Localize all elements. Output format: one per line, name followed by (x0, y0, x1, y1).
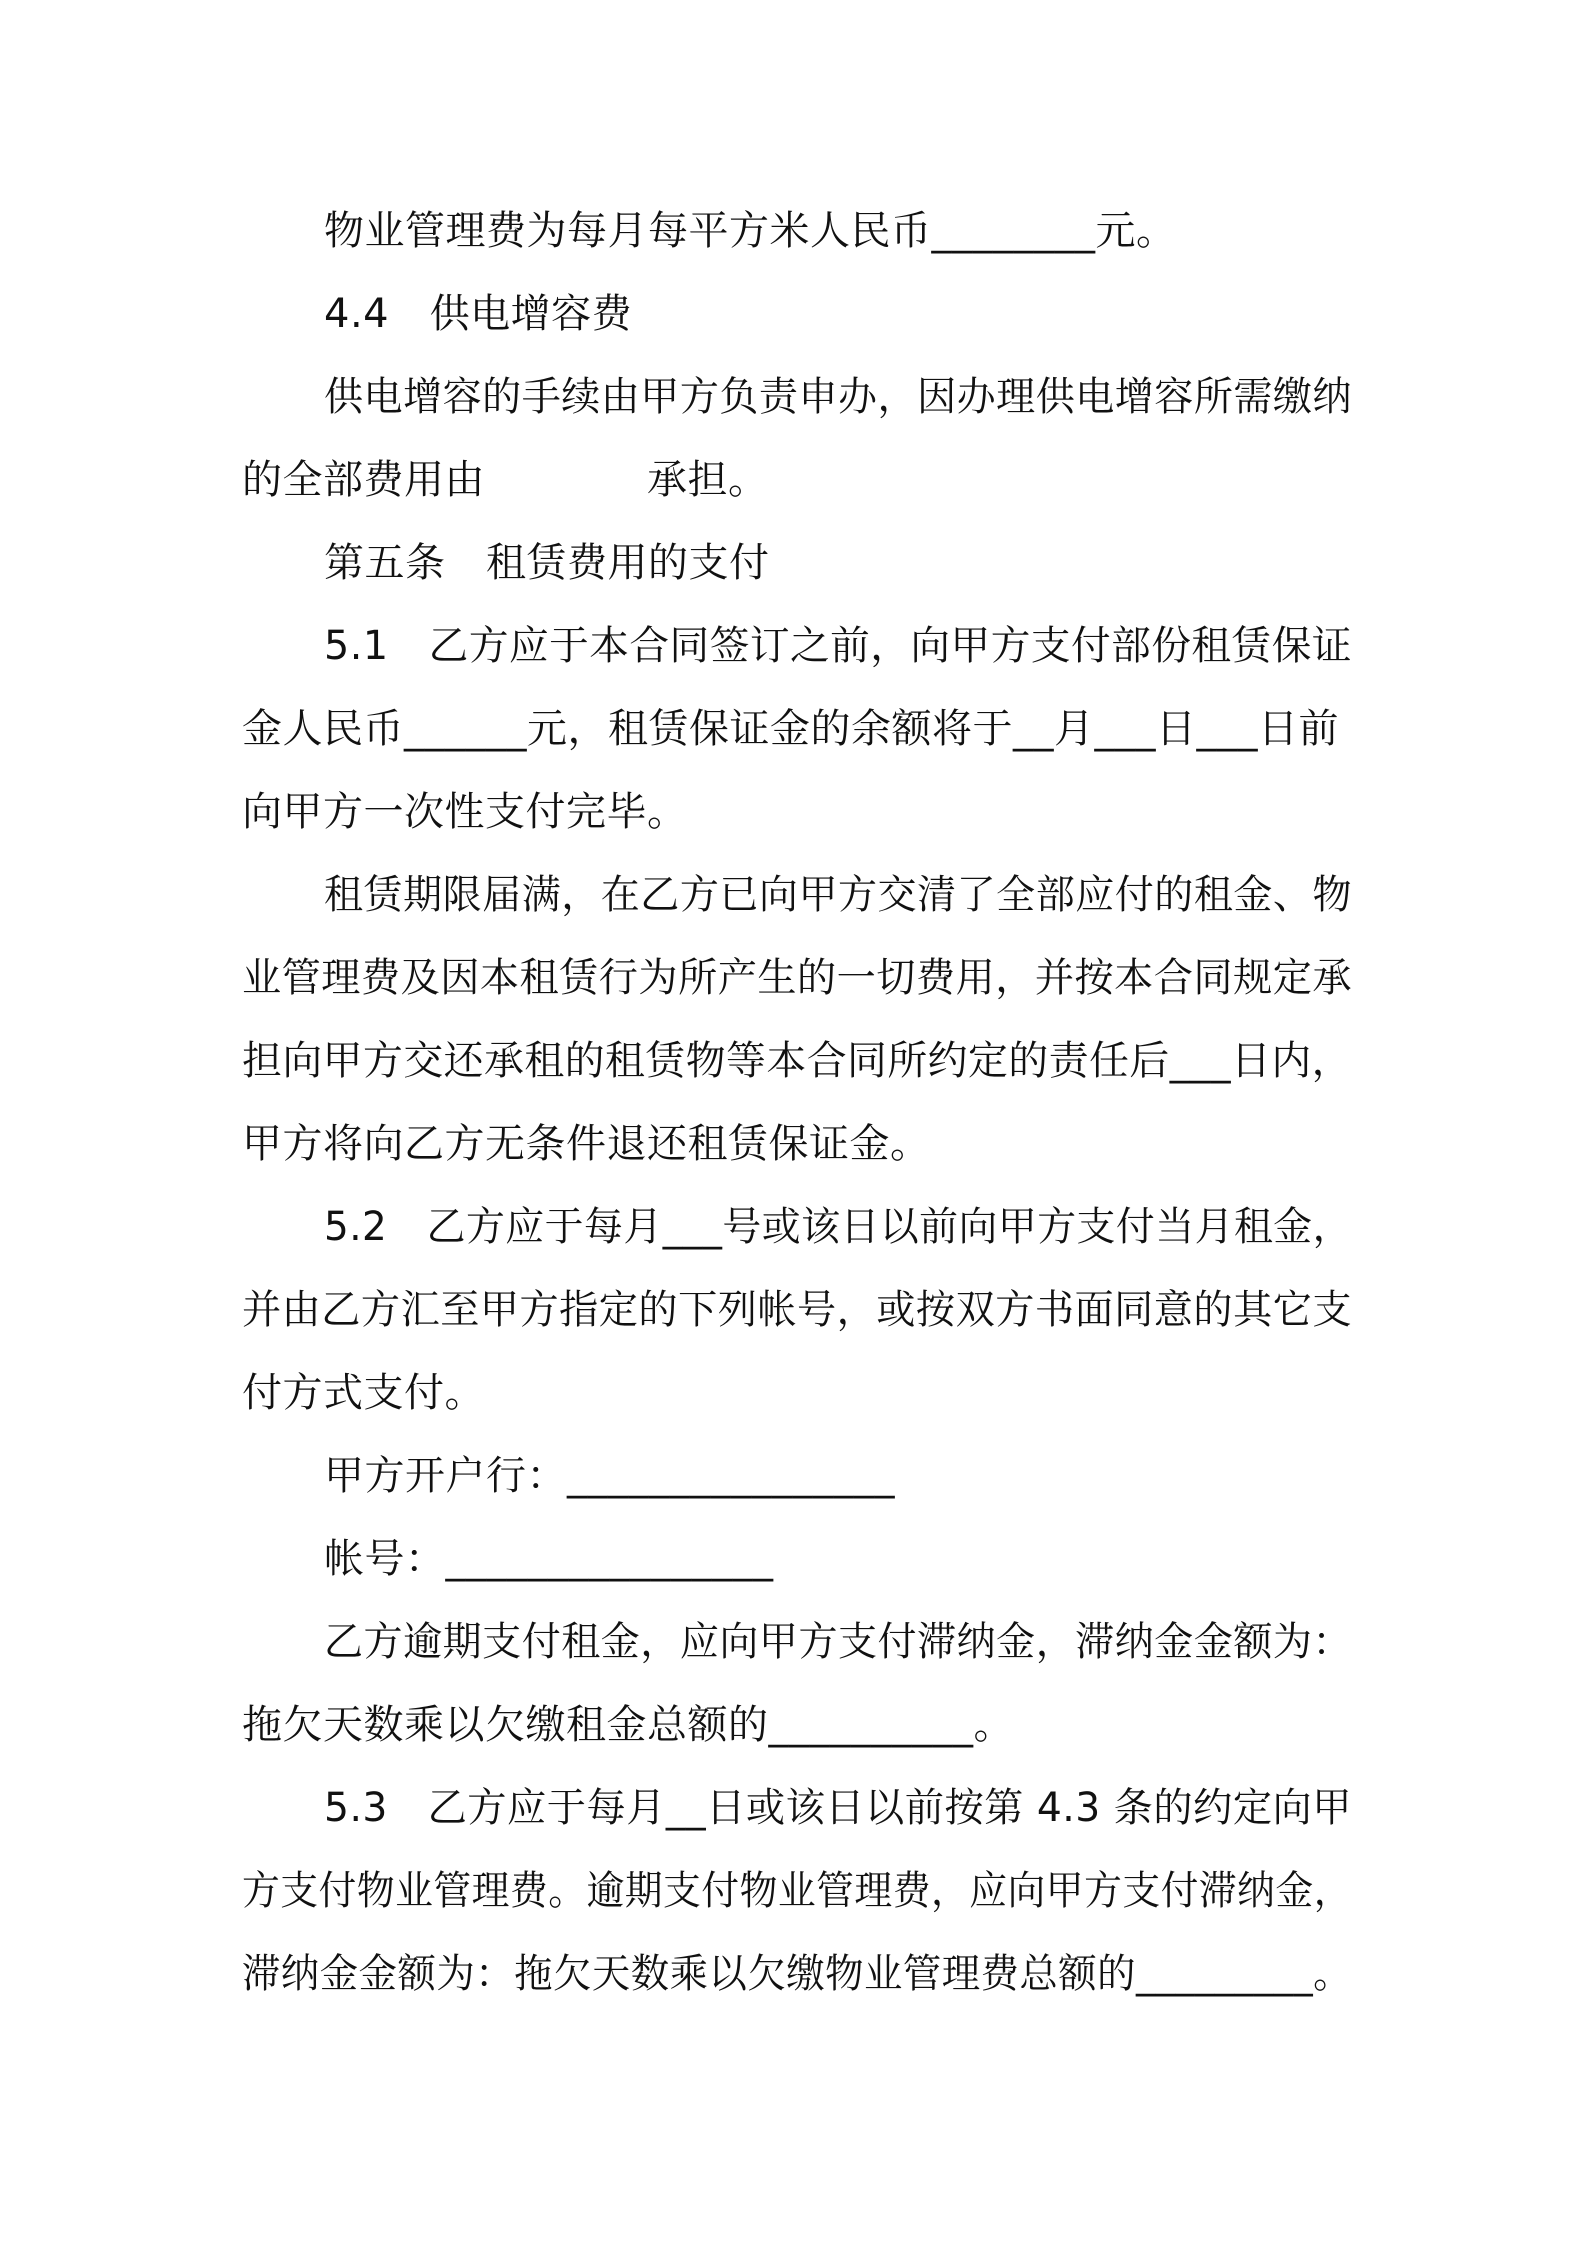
text-line: 担向甲方交还承租的租赁物等本合同所约定的责任后___日内， (242, 1038, 1352, 1084)
text-line: 滞纳金金额为：拖欠天数乘以欠缴物业管理费总额的_________。 (242, 1951, 1352, 1997)
text-line: 物业管理费为每月每平方米人民币________元。 (324, 208, 1177, 254)
text-line: 并由乙方汇至甲方指定的下列帐号，或按双方书面同意的其它支 (242, 1287, 1352, 1333)
section-heading: 4.4 供电增容费 (324, 291, 633, 337)
text-line: 的全部费用由 承担。 (242, 457, 769, 503)
text-line: 付方式支付。 (242, 1370, 485, 1416)
text-line: 5.2 乙方应于每月___号或该日以前向甲方支付当月租金， (324, 1204, 1352, 1250)
article-heading: 第五条 租赁费用的支付 (324, 540, 770, 586)
text-line: 乙方逾期支付租金，应向甲方支付滞纳金，滞纳金金额为： (324, 1619, 1352, 1665)
text-line: 5.1 乙方应于本合同签订之前，向甲方支付部份租赁保证 (324, 623, 1352, 669)
text-line: 向甲方一次性支付完毕。 (242, 789, 688, 835)
contract-text (242, 190, 1352, 2016)
text-line: 甲方将向乙方无条件退还租赁保证金。 (242, 1121, 931, 1167)
text-line: 金人民币______元，租赁保证金的余额将于__月___日___日前 (242, 706, 1339, 752)
text-line: 5.3 乙方应于每月__日或该日以前按第 4.3 条的约定向甲 (324, 1785, 1352, 1831)
text-line: 方支付物业管理费。逾期支付物业管理费，应向甲方支付滞纳金， (242, 1868, 1352, 1914)
text-line: 供电增容的手续由甲方负责申办，因办理供电增容所需缴纳 (324, 374, 1352, 420)
text-line: 业管理费及因本租赁行为所产生的一切费用，并按本合同规定承 (242, 955, 1352, 1001)
text-line: 拖欠天数乘以欠缴租金总额的__________。 (242, 1702, 1014, 1748)
text-line: 租赁期限届满，在乙方已向甲方交清了全部应付的租金、物 (324, 872, 1352, 918)
account-field-line: 帐号：________________ (324, 1536, 774, 1582)
bank-field-line: 甲方开户行：________________ (324, 1453, 895, 1499)
